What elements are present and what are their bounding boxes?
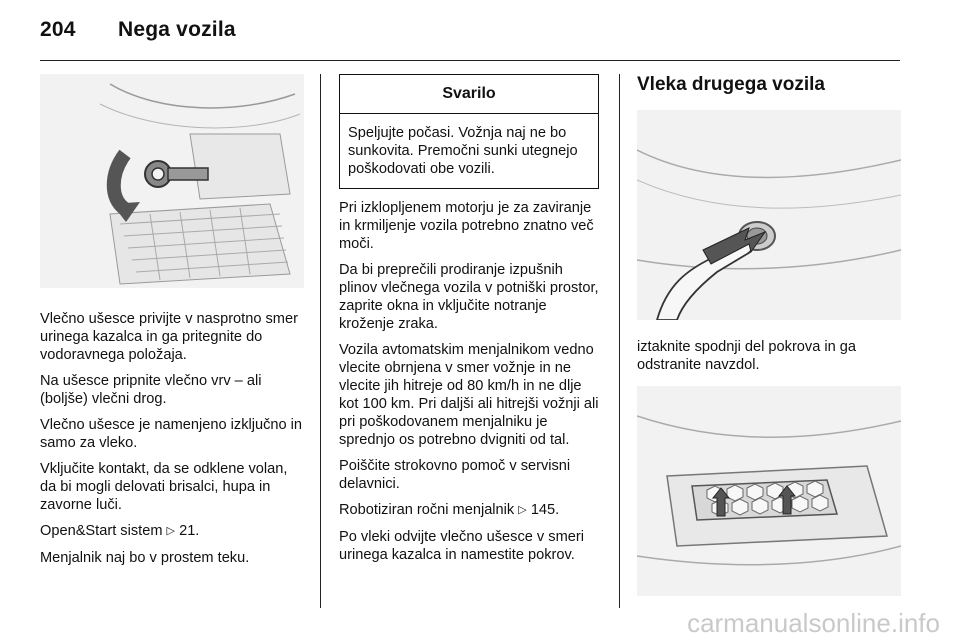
lower-cover-drawing <box>637 386 901 596</box>
reference-text: Open&Start sistem <box>40 523 163 539</box>
paragraph: Menjalnik naj bo v prostem teku. <box>40 550 250 566</box>
watermark: carmanualsonline.info <box>687 608 940 638</box>
paragraph: Da bi preprečili prodiranje izpušnih plinov vlečnega vozila v potniški prostor, zaprite okna in vključite notranje kroženje zraka. <box>339 262 599 332</box>
paragraph: Na ušesce pripnite vlečno vrv – ali (boljše) vlečni drog. <box>40 373 262 407</box>
column-divider-1 <box>320 74 321 608</box>
paragraph: iztaknite spodnji del pokrova in ga odstranite navzdol. <box>637 339 857 373</box>
warning-text: Speljujte počasi. Vožnja naj ne bo sunkovita. Premočni sunki utegnejo poškodovati obe vozili. <box>348 125 578 177</box>
reference-page: 145. <box>530 502 560 518</box>
warning-box <box>339 74 599 189</box>
tow-eye-illustration <box>40 74 304 288</box>
lower-cover-illustration <box>637 386 901 596</box>
paragraph: Vozila avtomatskim menjalnikom vedno vlecite obrnjena v smer vožnje in ne vlecite jih hitreje od 80 km/h in ne dlje kot 100 km. Pri daljši ali hitrejši vožnji ali pri poškodovanem menjalniku je sprednjo os potrebno dvigniti od tal. <box>339 342 599 448</box>
header-rule <box>40 60 900 61</box>
column-left <box>40 74 306 575</box>
paragraph: Vključite kontakt, da se odklene volan, da bi mogli delovati brisalci, hupa in zavorne luči. <box>40 461 288 513</box>
reference-text: Robotiziran ročni menjalnik <box>339 502 515 518</box>
column-divider-2 <box>619 74 620 608</box>
paragraph: Pri izklopljenem motorju je za zaviranje in krmiljenje vozila potrebno znatno več moči. <box>339 200 594 252</box>
section-title: Vleka drugega vozila <box>637 74 825 95</box>
reference-arrow-icon: ▷ <box>518 504 527 516</box>
tow-eye-drawing <box>40 74 304 288</box>
paragraph: Poiščite strokovno pomoč v servisni delavnici. <box>339 458 571 492</box>
cover-removal-illustration <box>637 110 901 320</box>
page-title: Nega vozila <box>118 18 236 41</box>
paragraph: Po vleki odvijte vlečno ušesce v smeri urinega kazalca in namestite pokrov. <box>339 529 584 563</box>
page-number: 204 <box>40 18 76 41</box>
reference-page: 21. <box>179 523 200 539</box>
cover-removal-drawing <box>637 110 901 320</box>
cross-reference <box>40 522 306 541</box>
column-middle <box>339 74 605 572</box>
paragraph: Vlečno ušesce je namenjeno izključno in samo za vleko. <box>40 417 303 451</box>
cross-reference <box>339 501 605 520</box>
reference-arrow-icon: ▷ <box>166 525 176 537</box>
column-right <box>637 74 903 596</box>
warning-title: Svarilo <box>340 75 598 114</box>
paragraph: Vlečno ušesce privijte v nasprotno smer urinega kazalca in ga pritegnite do vodoravnega položaja. <box>40 311 298 363</box>
